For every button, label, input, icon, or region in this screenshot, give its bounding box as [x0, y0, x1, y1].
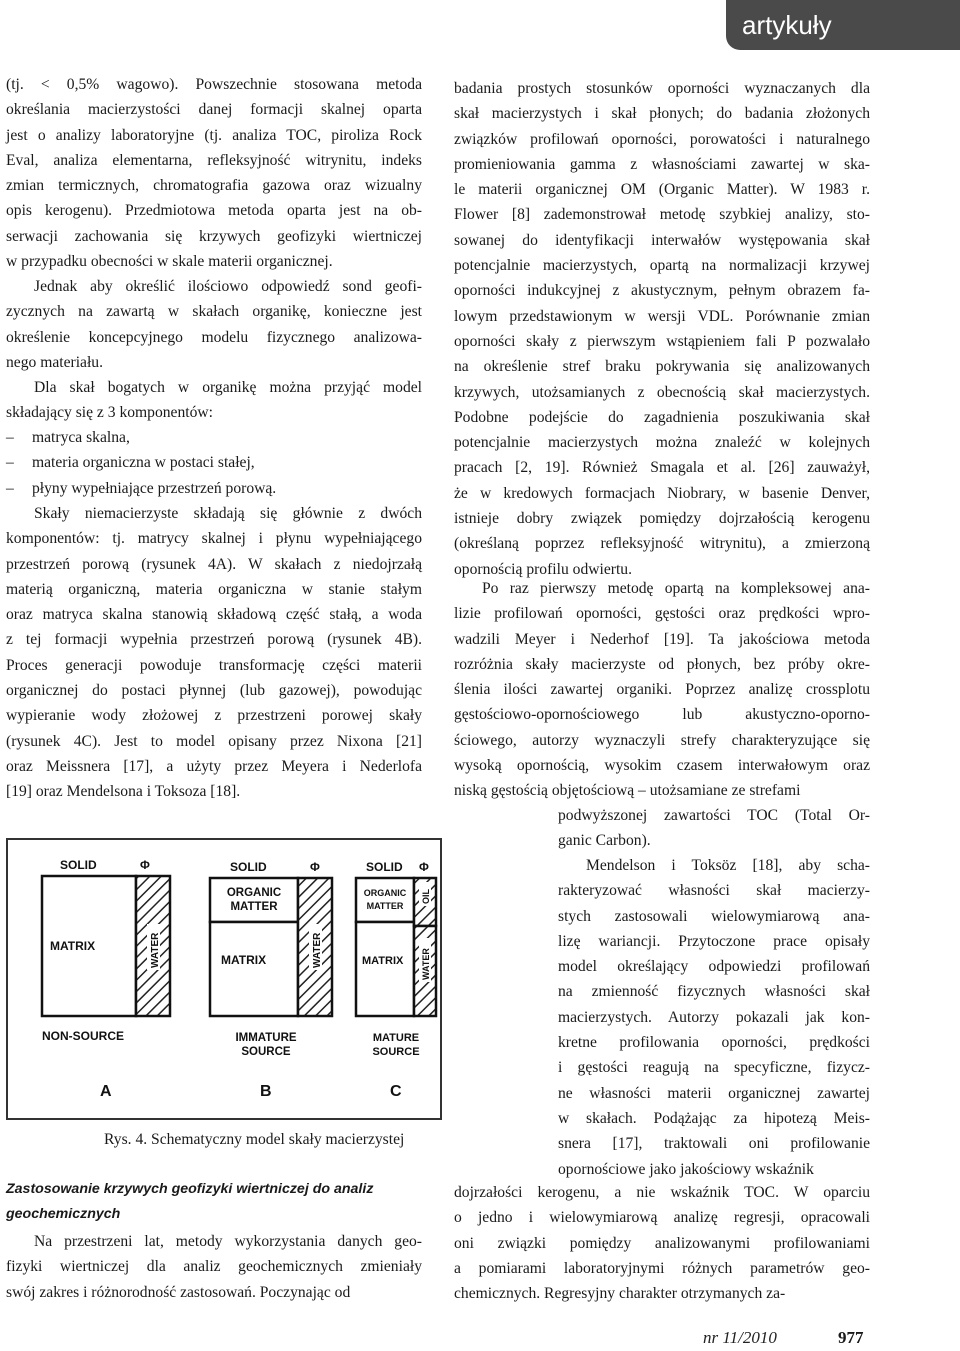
section-badge	[726, 0, 960, 50]
panel-c-letter: C	[390, 1083, 402, 1100]
right-paragraph-2	[454, 576, 870, 804]
text-line: pracach [2, 19]. Również Smagala et al. [26] zauważył,	[454, 459, 870, 477]
panel-b-phi-label: Φ	[310, 860, 320, 874]
text-line: Podobne podejście do zagadnienia poszukiwania skał	[454, 408, 870, 426]
panel-b-organic-line: ORGANIC	[226, 887, 282, 899]
text-line: rozróżnia skały macierzyste od płonych, bez próby okre-	[454, 655, 870, 673]
left-paragraph-3	[6, 375, 422, 426]
text-line: kretne profilowania oporności, prędkości	[558, 1034, 870, 1052]
text-line: ne własności materii organicznej zawartej	[558, 1084, 870, 1102]
left-paragraph-1	[6, 72, 422, 274]
panel-b-water-label: WATER	[312, 932, 323, 968]
page-number: 977	[838, 1328, 864, 1347]
text-line: Po raz pierwszy metodę opartą na kompleksowej ana-	[482, 580, 870, 597]
text-line: Dla skał bogatych w organikę można przyjąć model	[34, 379, 422, 396]
text-line: lizę wariancji. Przytoczone prace opisały	[558, 932, 870, 950]
text-line: na zmienność fizycznych własności skał	[558, 983, 870, 1001]
panel-c-phi-label: Φ	[419, 860, 429, 874]
panel-a-water-label: WATER	[150, 932, 161, 968]
text-line: Jednak aby określić ilościowo odpowiedź sond geofi-	[34, 278, 422, 295]
right-paragraph-2-continued	[558, 803, 870, 854]
text-line: ganic Carbon).	[558, 832, 651, 850]
panel-c-organic-line: MATTER	[366, 901, 404, 911]
text-line: opornością profilu odwiertu.	[454, 560, 632, 578]
text-line: organicznej do postaci płynnej (lub gazowej), powodując	[6, 682, 422, 700]
left-paragraph-5	[6, 1229, 422, 1305]
text-line: dojrzałości kerogenu, a nie wskaźnik TOC. W oparciu	[454, 1184, 870, 1201]
text-line: jest o analizy laboratoryjne (tj. analiza TOC, piroliza Rock	[6, 126, 422, 144]
text-line: [19] oraz Mendelsona i Toksoza [18].	[6, 783, 241, 801]
text-line: oporności skały z pierwszym wstąpieniem fali P pozwalało	[454, 332, 870, 350]
text-line: na określenie stref braku pokrywania się analizowanych	[454, 358, 870, 376]
left-paragraph-4	[6, 501, 422, 805]
panel-c-organic-box	[356, 878, 414, 922]
figure-full	[6, 838, 442, 1120]
panel-c-matrix-box	[356, 922, 414, 1016]
text-line: lowym przedstawionym w wersji VDL. Porównanie zmian	[454, 307, 870, 325]
section-title: artykuły	[742, 10, 832, 40]
text-line: macierzystych. Autorzy pokazali jak kon-	[558, 1008, 870, 1026]
text-line: wypieranie wody złożowej z przestrzeni porowej skały	[6, 707, 422, 725]
list-item: – płyny wypełniające przestrzeń porową.	[6, 476, 422, 501]
text-line: (określaną poprzez refleksyjność witrynitu), a zmierzoną	[454, 535, 870, 553]
text-line: a pomiarami laboratoryjnymi różnych parametrów geo-	[454, 1259, 870, 1277]
panel-c-organic-line: ORGANIC	[363, 888, 407, 898]
text-line: promieniowania gamma z własnościami zawartej w ska-	[454, 155, 870, 173]
text-line: materią organiczną, materia organiczna w stanie stałym	[6, 580, 422, 598]
text-line: związków profilowań oporności, porowatości i naturalnego	[454, 130, 870, 148]
text-line: ślenia ilości zawartej organiki. Poprzez analizę crossplotu	[454, 681, 870, 699]
left-paragraph-2	[6, 274, 422, 375]
text-line: określania macierzystości danej formacji skalnej oparta	[6, 101, 422, 119]
text-line: sowanej do identyfikacji interwałów występowania skał	[454, 231, 870, 249]
right-paragraph-3-continued	[454, 1180, 870, 1306]
panel-b-organic-line: MATTER	[230, 901, 278, 913]
panel-a-matrix-label: MATRIX	[50, 939, 96, 953]
panel-b-organic-box	[210, 878, 298, 922]
panel-c-source-line: SOURCE	[372, 1046, 420, 1058]
text-line: lizie profilowań oporności, gęstości oraz prędkości wpro-	[454, 605, 870, 623]
figure-caption: Rys. 4. Schematyczny model skały macierzystej	[104, 1131, 405, 1148]
text-line: rakteryzować własności skał macierzy-	[558, 882, 870, 900]
text-line: Skały niemacierzyste składają się głównie z dwóch	[34, 505, 422, 522]
text-line: fizyki wiertniczej dla analiz geochemicznych zmieniały	[6, 1258, 422, 1276]
text-line: określenie koncepcyjnego modelu fizycznego analizowa-	[6, 328, 422, 346]
text-line: podwyższonej zawartości TOC (Total Or-	[558, 807, 870, 824]
text-line: potencjalnie macierzystych, opartą na normalizacji krzywej	[454, 257, 870, 275]
right-paragraph-1	[454, 76, 870, 582]
text-line: oraz matryca skalna stanowią składową część stałą, a woda	[6, 606, 422, 624]
text-line: składający się z 3 komponentów:	[6, 404, 213, 422]
text-line: wadzili Meyer i Nederhof [19]. Ta jakościowa metoda	[454, 630, 870, 648]
text-line: (rysunek 4C). Jest to model opisany przez Nixona [21]	[6, 732, 422, 750]
text-line: przestrzeń porową (rysunek 4A). W skałach z niedojrzałą	[6, 555, 422, 573]
panel-a-source-label: NON-SOURCE	[42, 1029, 125, 1043]
text-line: komponentów: tj. matrycy skalnej i płynu wypełniającego	[6, 530, 422, 548]
text-line: chemicznych. Regresyjny charakter otrzymanych za-	[454, 1285, 786, 1303]
text-line: w przypadku obecności w skale materii organicznej.	[6, 253, 333, 271]
text-line: gęstościowo-opornościowego lub akustyczno-oporno-	[454, 706, 870, 724]
text-line: serwacji zachowania się krzywych geofizyki wiertniczej	[6, 227, 422, 245]
text-line: Na przestrzeni lat, metody wykorzystania danych geo-	[34, 1233, 422, 1250]
panel-b-matrix-label: MATRIX	[221, 953, 267, 967]
issue-number: nr 11/2010	[703, 1328, 777, 1347]
text-line: swój zakres i różnorodność zastosowań. Poczynając od	[6, 1283, 351, 1301]
text-line: oporności indukcyjnej z akustycznym, pełnym obrazem fa-	[454, 282, 870, 300]
text-line: Mendelson i Toksöz [18], aby scha-	[586, 857, 870, 874]
text-line: z tej formacji wypełnia przestrzeń porową (rysunek 4B).	[6, 631, 422, 649]
panel-c-solid-label: SOLID	[366, 860, 403, 874]
text-line: niską gęstością objętościową – utożsamiane ze strefami	[454, 782, 801, 800]
text-line: nego materiału.	[6, 353, 103, 371]
panel-c-water-label: WATER	[421, 948, 431, 980]
section-heading: Zastosowanie krzywych geofizyki wiertniczej do analiz geochemicznych	[6, 1181, 374, 1222]
text-line: opornościowe jako jakościowy wskaźnik	[558, 1160, 814, 1178]
panel-b-source-line: IMMATURE	[235, 1032, 297, 1044]
text-line: skał macierzystych i skał płonych; do badania złożonych	[454, 105, 870, 123]
text-line: (tj. < 0,5% wagowo). Powszechnie stosowana metoda	[6, 76, 422, 93]
text-line: krzywych, utożsamianych z obecnością skał macierzystych.	[454, 383, 870, 401]
text-line: stych zastosowali wielowymiarową ana-	[558, 907, 870, 925]
text-line: potencjalnie macierzystych można znaleźć w kolejnych	[454, 434, 870, 452]
panel-c-matrix-label: MATRIX	[362, 955, 404, 967]
text-line: oraz Meissnera [17], a użyty przez Meyera i Nederlofa	[6, 757, 422, 775]
text-line: snera [17], traktowali oni profilowanie	[558, 1135, 870, 1153]
text-line: że w kredowych formacjach Niobrary, w basenie Denver,	[454, 484, 870, 502]
panel-a-phi-label: Φ	[140, 858, 150, 872]
text-line: o jedno i wielowymiarową analizę regresji, opracowali	[454, 1209, 870, 1227]
text-line: w skałach. Podążając za hipotezą Meis-	[558, 1109, 870, 1127]
panel-b-matrix-box	[210, 922, 298, 1016]
text-line: opis kerogenu). Przedmiotowa metoda oparta jest na ob-	[6, 202, 422, 220]
list-item: – materia organiczna w postaci stałej,	[6, 450, 422, 475]
panel-b-solid-label: SOLID	[230, 860, 267, 874]
text-line: badania prostych stosunków oporności wyznaczanych dla	[454, 80, 870, 97]
panel-c-oil-label: OIL	[421, 889, 431, 904]
text-line: Eval, analiza elementarna, refleksyjność witrynitu, indeks	[6, 151, 422, 169]
text-line: istnieje dobry związek pomiędzy dojrzałością kerogenu	[454, 510, 870, 528]
text-line: model określający odpowiedzi profilowań	[558, 958, 870, 976]
text-line: zmian termicznych, chromatografia gazowa oraz wizualny	[6, 177, 422, 195]
list-item: – matryca skalna,	[6, 425, 422, 450]
text-line: le materii organicznej OM (Organic Matter). W 1983 r.	[454, 181, 870, 199]
panel-a-letter: A	[100, 1083, 112, 1100]
panel-b-source-line: SOURCE	[241, 1046, 291, 1058]
component-list	[6, 425, 422, 501]
panel-a-solid-label: SOLID	[60, 858, 97, 872]
panel-c-source-line: MATURE	[372, 1032, 420, 1044]
text-line: oni związki pomiędzy analizowanymi profilowaniami	[454, 1234, 870, 1252]
text-line: zycznych na zawartą w skałach organikę, konieczne jest	[6, 303, 422, 321]
text-line: Flower [8] zademonstrował metodę szybkiej analizy, sto-	[454, 206, 870, 224]
text-line: i gęstości reagują na specyficzne, fizycz-	[558, 1059, 870, 1077]
text-line: wysoką opornością, wysokim czasem interwałowym oraz	[454, 757, 870, 775]
text-line: Proces generacji powoduje transformację części materii	[6, 656, 422, 674]
text-line: ściowego, autorzy wyznaczyli strefy charakteryzujące się	[454, 731, 870, 749]
panel-b-letter: B	[260, 1083, 272, 1100]
right-paragraph-3	[558, 853, 870, 1182]
